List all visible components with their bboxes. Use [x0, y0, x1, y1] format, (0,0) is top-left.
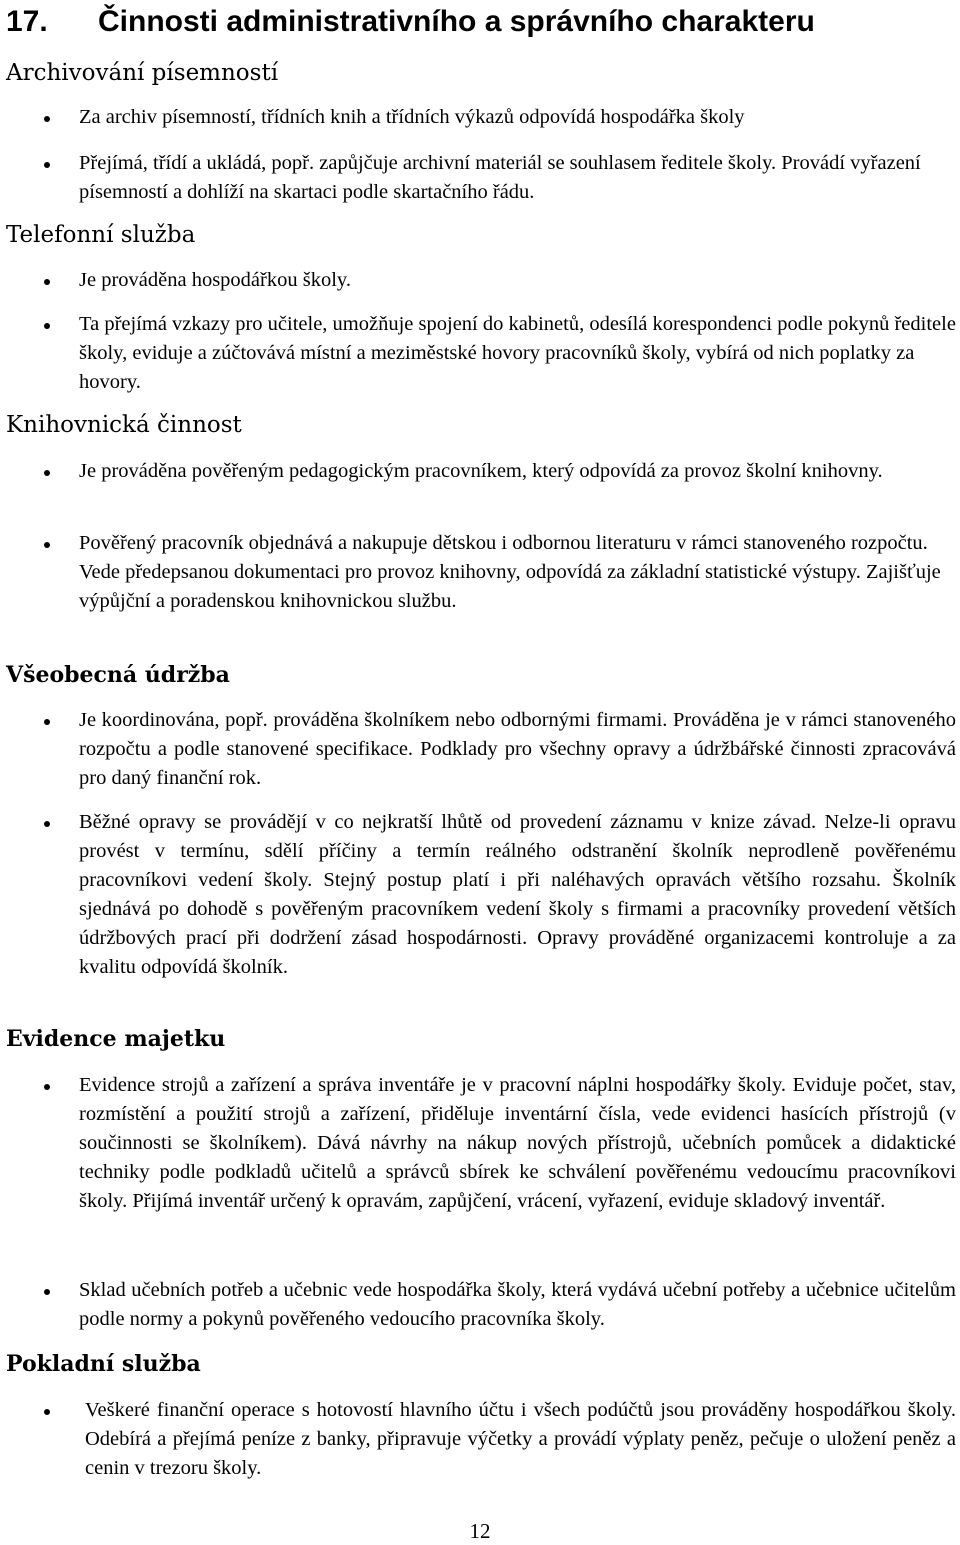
bullet-icon	[44, 719, 50, 725]
list-item-text: Přejímá, třídí a ukládá, popř. zapůjčuje archivní materiál se souhlasem ředitele školy. Provádí vyřazení písemností a dohlíží na skartaci podle skartačního řádu.	[79, 152, 921, 203]
list-item	[40, 529, 960, 616]
page-number: 12	[469, 1519, 491, 1543]
section-heading-archivovani: Archivování písemností	[6, 60, 279, 86]
list-item-text: Evidence strojů a zařízení a správa inventáře je v pracovní náplni hospodářky školy. Eviduje počet, stav, rozmístění a použití strojů a zařízení, přiděluje inventární čísla, vede evidenci hasících přístrojů (v součinnosti se školníkem). Dává návrhy na nákup nových přístrojů, učebních pomůcek a didaktické techniky podle podkladů učitelů a správců sbírek ke schválení pověřenému vedoucímu pracovníkovi školy. Přijímá inventář určený k opravám, zapůjčení, vrácení, vyřazení, eviduje skladový inventář.	[79, 1074, 956, 1212]
section-heading-evidence: Evidence majetku	[6, 1026, 226, 1052]
list-item	[40, 1071, 960, 1216]
bullet-icon	[44, 162, 50, 168]
bullet-icon	[44, 1409, 50, 1415]
bullet-icon	[44, 542, 50, 548]
bullet-icon	[44, 279, 50, 285]
list-item-text: Je koordinována, popř. prováděna školníkem nebo odbornými firmami. Prováděna je v rámci stanoveného rozpočtu a podle stanovené specifikace. Podklady pro všechny opravy a údržbářské činnosti zpracovává pro daný finanční rok.	[79, 709, 956, 789]
list-item-text: Pověřený pracovník objednává a nakupuje dětskou i odbornou literaturu v rámci stanoveného rozpočtu. Vede předepsanou dokumentaci pro provoz knihovny, odpovídá za základní statistické výstupy. Zajišťuje výpůjční a poradenskou knihovnickou službu.	[79, 532, 941, 612]
list-item	[40, 103, 960, 132]
bullet-icon	[44, 323, 50, 329]
bullet-icon	[44, 1084, 50, 1090]
list-item-text: Za archiv písemností, třídních knih a třídních výkazů odpovídá hospodářka školy	[79, 106, 745, 128]
list-item	[40, 149, 960, 207]
list-item	[40, 1396, 960, 1483]
list-item-text: Běžné opravy se provádějí v co nejkratší lhůtě od provedení záznamu v knize závad. Nelze-li opravu provést v termínu, sdělí příčiny a termín reálného odstranění školník neprodleně pověřenému pracovníkovi vedení školy. Stejný postup platí i při naléhavých opravách většího rozsahu. Školník sjednává po dohodě s pověřeným pracovníkem vedení školy s firmami a pracovníky provedení větších údržbových prací při dodržení zásad hospodárnosti. Opravy prováděné organizacemi kontroluje a za kvalitu odpovídá školník.	[79, 811, 956, 978]
list-item	[40, 457, 960, 486]
list-item	[40, 808, 960, 982]
bullet-icon	[44, 116, 50, 122]
list-item	[40, 266, 960, 295]
list-item-text: Veškeré finanční operace s hotovostí hlavního účtu i všech podúčtů jsou prováděny hospodářkou školy. Odebírá a přejímá peníze z banky, připravuje výčetky a provádí výplaty peněz, pečuje o uložení peněz a cenin v trezoru školy.	[85, 1399, 956, 1479]
list-item-text: Sklad učebních potřeb a učebnic vede hospodářka školy, která vydává učební potřeby a učebnice učitelům podle normy a pokynů pověřeného vedoucího pracovníka školy.	[79, 1279, 956, 1330]
section-heading-udrzba: Všeobecná údržba	[6, 662, 230, 688]
page-title	[6, 2, 815, 42]
section-heading-telefonni: Telefonní služba	[6, 222, 196, 248]
list-item-text: Je prováděna hospodářkou školy.	[79, 269, 351, 291]
bullet-icon	[44, 1289, 50, 1295]
list-item	[40, 706, 960, 793]
list-item-text: Ta přejímá vzkazy pro učitele, umožňuje spojení do kabinetů, odesílá korespondenci podle pokynů ředitele školy, eviduje a zúčtovává místní a meziměstské hovory pracovníků školy, vybírá od nich poplatky za hovory.	[79, 313, 956, 393]
list-item-text: Je prováděna pověřeným pedagogickým pracovníkem, který odpovídá za provoz školní knihovny.	[79, 460, 883, 482]
title-text: Činnosti administrativního a správního charakteru	[98, 5, 815, 38]
section-heading-knihovnicka: Knihovnická činnost	[6, 412, 242, 438]
section-heading-pokladni: Pokladní služba	[6, 1351, 201, 1377]
list-item	[40, 1276, 960, 1334]
bullet-icon	[44, 470, 50, 476]
list-item	[40, 310, 960, 397]
title-number: 17.	[6, 5, 48, 38]
bullet-icon	[44, 821, 50, 827]
